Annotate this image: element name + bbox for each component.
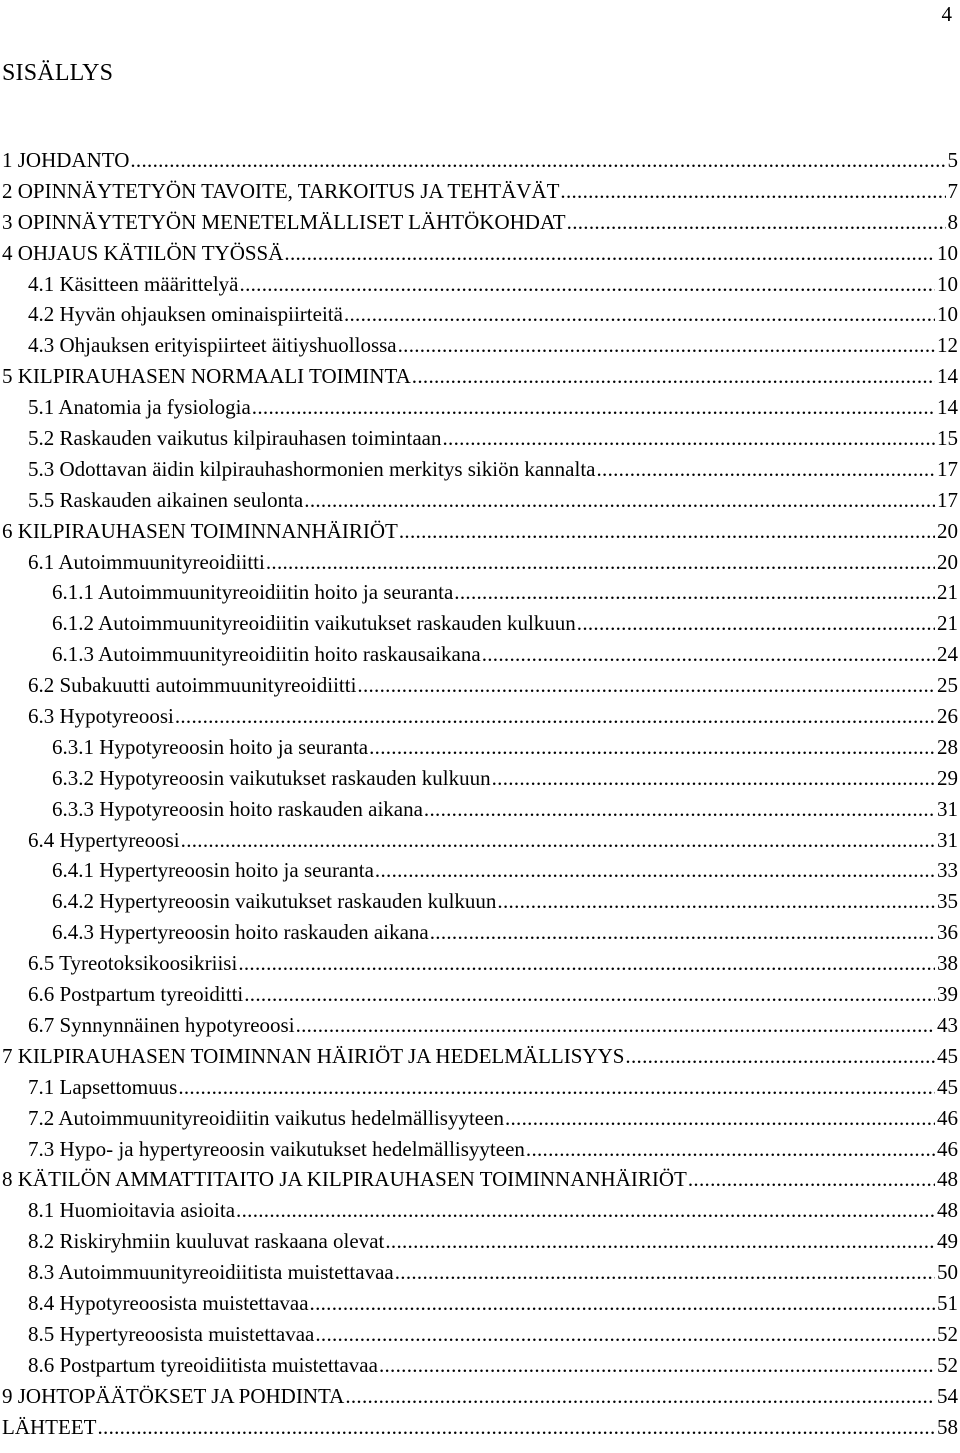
toc-dot-leader	[625, 1044, 935, 1069]
toc-entry-page-number: 14	[937, 364, 958, 389]
toc-entry-page-number: 50	[937, 1260, 958, 1285]
toc-entry[interactable]	[2, 1044, 958, 1075]
toc-entry-page-number: 20	[937, 518, 958, 543]
toc-entry[interactable]	[2, 982, 958, 1013]
toc-entry-title: 8.5 Hypertyreoosista muistettavaa	[28, 1321, 315, 1346]
toc-dot-leader	[181, 828, 935, 853]
toc-entry[interactable]	[2, 920, 958, 951]
toc-entry-title: 8.6 Postpartum tyreoidiitista muistettavaa	[28, 1352, 378, 1377]
toc-dot-leader	[304, 488, 935, 513]
toc-dot-leader	[266, 550, 935, 575]
toc-entry[interactable]	[2, 642, 958, 673]
toc-entry[interactable]	[2, 179, 958, 210]
toc-entry[interactable]	[2, 580, 958, 611]
toc-entry-page-number: 35	[937, 889, 958, 914]
toc-entry[interactable]	[2, 1415, 958, 1446]
toc-entry[interactable]	[2, 519, 958, 550]
toc-entry[interactable]	[2, 1322, 958, 1353]
toc-dot-leader	[357, 673, 935, 698]
toc-entry[interactable]	[2, 426, 958, 457]
toc-entry[interactable]	[2, 241, 958, 272]
toc-entry-page-number: 31	[937, 827, 958, 852]
toc-entry[interactable]	[2, 797, 958, 828]
toc-entry-title: 6.3 Hypotyreoosi	[28, 704, 174, 729]
toc-dot-leader	[240, 272, 935, 297]
toc-entry-page-number: 24	[937, 642, 958, 667]
page-number: 4	[941, 2, 952, 26]
toc-entry-page-number: 49	[937, 1229, 958, 1254]
toc-entry[interactable]	[2, 1291, 958, 1322]
toc-entry-page-number: 21	[937, 611, 958, 636]
toc-entry-page-number: 17	[937, 456, 958, 481]
toc-dot-leader	[238, 951, 935, 976]
toc-dot-leader	[315, 1322, 935, 1347]
toc-entry-title: 6.3.1 Hypotyreoosin hoito ja seuranta	[52, 734, 369, 759]
toc-entry[interactable]	[2, 1106, 958, 1137]
toc-entry-title: 8.3 Autoimmuunityreoidiitista muistettavaa	[28, 1260, 394, 1285]
toc-entry-title: 6.6 Postpartum tyreoiditti	[28, 982, 244, 1007]
toc-dot-leader	[482, 642, 935, 667]
toc-entry[interactable]	[2, 550, 958, 581]
toc-entry-title: 4.2 Hyvän ohjauksen ominaispiirteitä	[28, 302, 343, 327]
toc-dot-leader	[175, 704, 935, 729]
toc-dot-leader	[526, 1137, 935, 1162]
toc-entry-title: 6.1.1 Autoimmuunityreoidiitin hoito ja seuranta	[52, 580, 454, 605]
toc-entry-page-number: 8	[947, 209, 958, 234]
toc-entry-page-number: 58	[937, 1414, 958, 1439]
toc-dot-leader	[454, 580, 935, 605]
toc-entry[interactable]	[2, 364, 958, 395]
toc-entry-page-number: 29	[937, 765, 958, 790]
toc-entry-page-number: 10	[937, 271, 958, 296]
toc-entry[interactable]	[2, 1075, 958, 1106]
toc-entry-title: 6.4.1 Hypertyreoosin hoito ja seuranta	[52, 858, 374, 883]
toc-dot-leader	[375, 858, 935, 883]
toc-entry-title: 6.3.3 Hypotyreoosin hoito raskauden aikana	[52, 796, 423, 821]
toc-dot-leader	[345, 1384, 935, 1409]
toc-dot-leader	[492, 766, 935, 791]
toc-entry[interactable]	[2, 1229, 958, 1260]
toc-entry-page-number: 45	[937, 1074, 958, 1099]
toc-entry-page-number: 28	[937, 734, 958, 759]
toc-entry-page-number: 48	[937, 1198, 958, 1223]
toc-entry[interactable]	[2, 272, 958, 303]
toc-entry-page-number: 12	[937, 333, 958, 358]
toc-entry-title: 4 OHJAUS KÄTILÖN TYÖSSÄ	[2, 240, 284, 265]
toc-entry[interactable]	[2, 1353, 958, 1384]
toc-entry-page-number: 15	[937, 426, 958, 451]
toc-entry-page-number: 26	[937, 704, 958, 729]
toc-dot-leader	[424, 797, 935, 822]
toc-entry-page-number: 5	[947, 148, 958, 172]
toc-entry-title: 3 OPINNÄYTETYÖN MENETELMÄLLISET LÄHTÖKOHDAT	[2, 209, 566, 234]
toc-entry[interactable]	[2, 611, 958, 642]
toc-entry-title: 6.3.2 Hypotyreoosin vaikutukset raskauden kulkuun	[52, 765, 491, 790]
toc-dot-leader	[398, 333, 935, 358]
toc-entry-title: 8.2 Riskiryhmiin kuuluvat raskaana olevat	[28, 1229, 385, 1254]
toc-entry-title: 6.1 Autoimmuunityreoidiitti	[28, 549, 265, 574]
toc-entry-page-number: 52	[937, 1352, 958, 1377]
toc-entry-title: 6 KILPIRAUHASEN TOIMINNANHÄIRIÖT	[2, 518, 398, 543]
toc-entry-title: 7.1 Lapsettomuus	[28, 1074, 178, 1099]
toc-entry[interactable]	[2, 704, 958, 735]
toc-entry-title: 6.5 Tyreotoksikoosikriisi	[28, 951, 238, 976]
toc-dot-leader	[344, 302, 935, 327]
toc-entry-page-number: 36	[937, 920, 958, 945]
toc-entry-title: LÄHTEET	[2, 1414, 97, 1439]
toc-entry-page-number: 45	[937, 1043, 958, 1068]
toc-dot-leader	[310, 1291, 935, 1316]
toc-entry-page-number: 39	[937, 982, 958, 1007]
toc-entry-title: 4.1 Käsitteen määrittelyä	[28, 271, 239, 296]
toc-entry-title: 5 KILPIRAUHASEN NORMAALI TOIMINTA	[2, 364, 411, 389]
toc-entry[interactable]	[2, 858, 958, 889]
toc-entry[interactable]	[2, 210, 958, 241]
toc-entry-title: 7.2 Autoimmuunityreoidiitin vaikutus hedelmällisyyteen	[28, 1105, 504, 1130]
toc-dot-leader	[379, 1353, 935, 1378]
toc-dot-leader	[399, 519, 935, 544]
toc-entry-title: 5.2 Raskauden vaikutus kilpirauhasen toimintaan	[28, 426, 442, 451]
toc-entry-title: 2 OPINNÄYTETYÖN TAVOITE, TARKOITUS JA TEHTÄVÄT	[2, 178, 560, 203]
toc-entry-title: 5.5 Raskauden aikainen seulonta	[28, 487, 304, 512]
toc-entry-title: 6.1.3 Autoimmuunityreoidiitin hoito raskausaikana	[52, 642, 481, 667]
toc-dot-leader	[596, 457, 935, 482]
toc-entry-title: 1 JOHDANTO	[2, 148, 130, 172]
toc-entry-title: 4.3 Ohjauksen erityispiirteet äitiyshuollossa	[28, 333, 397, 358]
toc-entry-title: 6.4 Hypertyreoosi	[28, 827, 180, 852]
toc-dot-leader	[244, 982, 935, 1007]
toc-dot-leader	[369, 735, 935, 760]
toc-entry[interactable]	[2, 766, 958, 797]
toc-entry-title: 8 KÄTILÖN AMMATTITAITO JA KILPIRAUHASEN TOIMINNANHÄIRIÖT	[2, 1167, 687, 1192]
toc-entry-title: 6.1.2 Autoimmuunityreoidiitin vaikutukset raskauden kulkuun	[52, 611, 576, 636]
toc-entry-title: 6.4.2 Hypertyreoosin vaikutukset raskauden kulkuun	[52, 889, 497, 914]
toc-entry[interactable]	[2, 735, 958, 766]
toc-entry-page-number: 48	[937, 1167, 958, 1192]
toc-entry-page-number: 10	[937, 302, 958, 327]
toc-entry-page-number: 46	[937, 1105, 958, 1130]
toc-dot-leader	[236, 1198, 935, 1223]
toc-entry-page-number: 31	[937, 796, 958, 821]
toc-entry-page-number: 17	[937, 487, 958, 512]
toc-dot-leader	[130, 148, 945, 173]
toc-entry[interactable]	[2, 673, 958, 704]
toc-entry[interactable]	[2, 333, 958, 364]
toc-dot-leader	[688, 1167, 935, 1192]
toc-entry-page-number: 25	[937, 673, 958, 698]
toc-entry[interactable]	[2, 1137, 958, 1168]
toc-entry-page-number: 38	[937, 951, 958, 976]
toc-entry-title: 9 JOHTOPÄÄTÖKSET JA POHDINTA	[2, 1383, 345, 1408]
toc-entry-title: 6.7 Synnynnäinen hypotyreoosi	[28, 1012, 295, 1037]
toc-heading: SISÄLLYS	[2, 60, 114, 86]
toc-entry-title: 6.4.3 Hypertyreoosin hoito raskauden aikana	[52, 920, 429, 945]
toc-entry-page-number: 20	[937, 549, 958, 574]
toc-entry[interactable]	[2, 395, 958, 426]
toc-entry-title: 7.3 Hypo- ja hypertyreoosin vaikutukset hedelmällisyyteen	[28, 1136, 525, 1161]
toc-dot-leader	[443, 426, 936, 451]
toc-entry-page-number: 33	[937, 858, 958, 883]
toc-entry-title: 8.1 Huomioitavia asioita	[28, 1198, 236, 1223]
toc-entry[interactable]	[2, 1167, 958, 1198]
toc-dot-leader	[296, 1013, 935, 1038]
toc-entry-page-number: 52	[937, 1321, 958, 1346]
toc-dot-leader	[284, 241, 935, 266]
toc-entry[interactable]	[2, 457, 958, 488]
table-of-contents	[2, 148, 958, 1445]
toc-entry[interactable]	[2, 488, 958, 519]
toc-dot-leader	[430, 920, 935, 945]
toc-dot-leader	[567, 210, 946, 235]
toc-entry-page-number: 14	[937, 395, 958, 420]
toc-dot-leader	[97, 1415, 935, 1440]
toc-entry-page-number: 7	[947, 178, 958, 203]
toc-entry[interactable]	[2, 1013, 958, 1044]
toc-entry[interactable]	[2, 1260, 958, 1291]
toc-entry-title: 6.2 Subakuutti autoimmuunityreoidiitti	[28, 673, 357, 698]
toc-dot-leader	[252, 395, 935, 420]
toc-entry-page-number: 43	[937, 1012, 958, 1037]
toc-dot-leader	[505, 1106, 935, 1131]
toc-dot-leader	[385, 1229, 935, 1254]
toc-dot-leader	[395, 1260, 935, 1285]
toc-entry-page-number: 54	[937, 1383, 958, 1408]
toc-entry-title: 5.3 Odottavan äidin kilpirauhashormonien merkitys sikiön kannalta	[28, 456, 596, 481]
toc-dot-leader	[497, 889, 935, 914]
toc-entry[interactable]	[2, 302, 958, 333]
toc-entry-title: 7 KILPIRAUHASEN TOIMINNAN HÄIRIÖT JA HEDELMÄLLISYYS	[2, 1043, 625, 1068]
toc-dot-leader	[560, 179, 945, 204]
toc-entry-page-number: 10	[937, 240, 958, 265]
toc-entry-page-number: 51	[937, 1290, 958, 1315]
toc-entry-page-number: 21	[937, 580, 958, 605]
toc-entry[interactable]	[2, 148, 958, 179]
toc-dot-leader	[577, 611, 935, 636]
toc-entry-title: 8.4 Hypotyreoosista muistettavaa	[28, 1290, 309, 1315]
toc-entry[interactable]	[2, 1198, 958, 1229]
toc-entry[interactable]	[2, 951, 958, 982]
toc-entry[interactable]	[2, 889, 958, 920]
toc-entry-page-number: 46	[937, 1136, 958, 1161]
toc-dot-leader	[178, 1075, 935, 1100]
toc-entry-title: 5.1 Anatomia ja fysiologia	[28, 395, 251, 420]
toc-entry[interactable]	[2, 1384, 958, 1415]
toc-entry[interactable]	[2, 828, 958, 859]
toc-dot-leader	[412, 364, 935, 389]
